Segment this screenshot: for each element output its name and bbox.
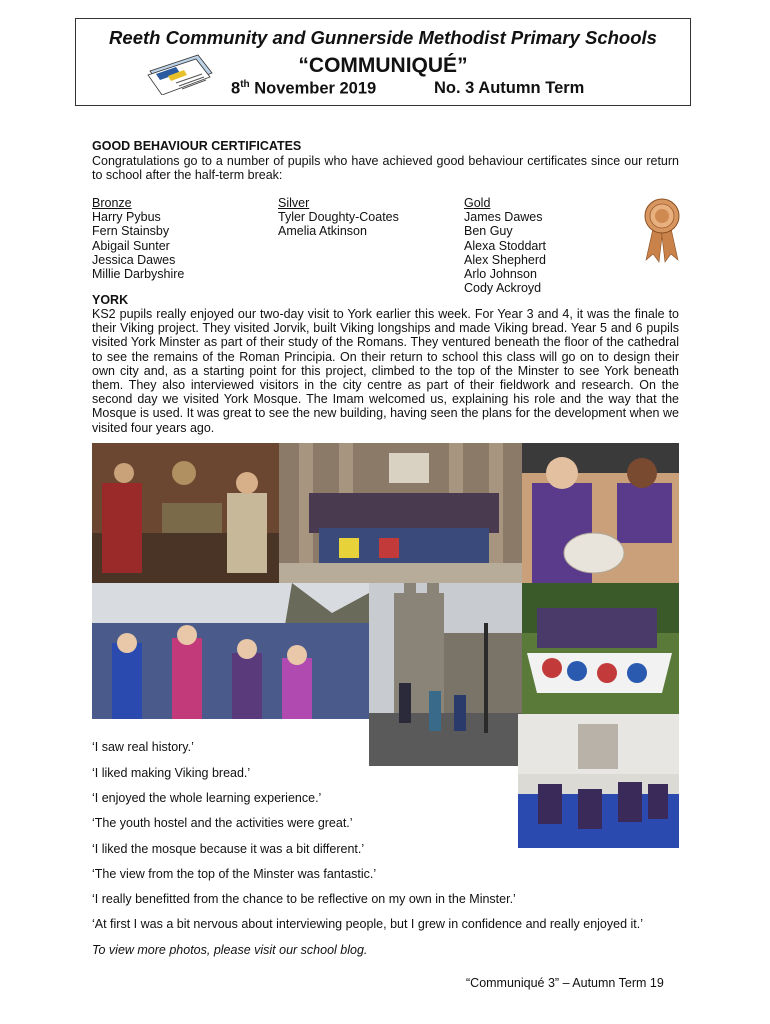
list-item: Amelia Atkinson bbox=[278, 224, 367, 239]
list-item: Alex Shepherd bbox=[464, 252, 547, 267]
newsletter-title: “COMMUNIQUÉ” bbox=[298, 54, 468, 77]
list-item: Ben Guy bbox=[464, 224, 513, 239]
blog-note: To view more photos, please visit our school blog. bbox=[92, 943, 368, 957]
photo-mosque-art bbox=[518, 714, 679, 848]
photo-bread-making-art bbox=[522, 443, 679, 583]
bronze-list bbox=[92, 196, 184, 281]
quote-item: ‘I liked the mosque because it was a bit different.’ bbox=[92, 842, 365, 856]
silver-list bbox=[278, 196, 399, 239]
quote-item: ‘I saw real history.’ bbox=[92, 740, 194, 754]
photo-longship bbox=[522, 583, 679, 714]
quote-item: ‘I really benefitted from the chance to be reflective on my own in the Minster.’ bbox=[92, 892, 516, 906]
list-item: Arlo Johnson bbox=[464, 267, 537, 282]
york-paragraph: KS2 pupils really enjoyed our two-day visit to York earlier this week. For Year 3 and 4, it was the finale to their Viking project. They visited Jorvik, built Viking longships and made Viking bread. Year 5 and 6 pupils visited York Minster as part of their study of the Romans. They ventured beneath the floor of the cathedral to see the remains of the Roman Principia. On their return to school this class will go on to design their own city and, as a starting point for this project, climbed to the top of the Minster to see York beneath them. They also interviewed visitors in the city centre as part of their fieldwork and research. On the second day we visited York Mosque. The Imam welcomed us, explaining his role and the way that the Mosque is used. It was great to see the new building, having seen the plans for the development when we visited four years ago. bbox=[92, 307, 679, 435]
photo-bread-making bbox=[522, 443, 679, 583]
list-item: James Dawes bbox=[464, 210, 543, 225]
photo-minster-exterior bbox=[369, 583, 522, 766]
gold-list bbox=[464, 196, 546, 295]
york-heading: YORK bbox=[92, 293, 129, 307]
page-footer: “Communiqué 3” – Autumn Term 19 bbox=[466, 976, 664, 990]
photo-jorvik-vikings-art bbox=[92, 443, 279, 583]
behaviour-heading: GOOD BEHAVIOUR CERTIFICATES bbox=[92, 139, 302, 153]
quote-item: ‘I liked making Viking bread.’ bbox=[92, 766, 251, 780]
photo-mosque bbox=[518, 714, 679, 848]
list-item: Abigail Sunter bbox=[92, 238, 170, 253]
quote-item: ‘The view from the top of the Minster was fantastic.’ bbox=[92, 867, 377, 881]
photo-minster-group-art bbox=[279, 443, 522, 583]
newsletter-header bbox=[75, 18, 691, 106]
list-item: Millie Darbyshire bbox=[92, 267, 185, 282]
photo-pupils-city-art bbox=[92, 583, 369, 719]
bronze-title: Bronze bbox=[92, 196, 132, 210]
gold-title: Gold bbox=[464, 196, 491, 210]
quote-item: ‘At first I was a bit nervous about interviewing people, but I grew in confidence and really enjoyed it.’ bbox=[92, 917, 644, 931]
list-item: Jessica Dawes bbox=[92, 252, 176, 267]
photo-jorvik-vikings bbox=[92, 443, 279, 583]
photo-minster-exterior-art bbox=[369, 583, 522, 766]
quote-item: ‘I enjoyed the whole learning experience.’ bbox=[92, 791, 322, 805]
list-item: Cody Ackroyd bbox=[464, 281, 542, 296]
rosette-icon bbox=[641, 198, 683, 264]
photo-longship-art bbox=[522, 583, 679, 714]
silver-title: Silver bbox=[278, 196, 310, 210]
quote-item: ‘The youth hostel and the activities were great.’ bbox=[92, 816, 353, 830]
behaviour-intro: Congratulations go to a number of pupils who have achieved good behaviour certificates since our return to school after the half-term break: bbox=[92, 154, 679, 183]
list-item: Alexa Stoddart bbox=[464, 238, 546, 253]
photo-minster-group bbox=[279, 443, 522, 583]
list-item: Tyler Doughty-Coates bbox=[278, 210, 399, 225]
photo-pupils-city bbox=[92, 583, 369, 719]
list-item: Fern Stainsby bbox=[92, 224, 170, 239]
issue-number: No. 3 Autumn Term bbox=[434, 79, 585, 97]
school-name: Reeth Community and Gunnerside Methodist Primary Schools bbox=[109, 27, 657, 48]
list-item: Harry Pybus bbox=[92, 210, 161, 225]
issue-date: 8th November 2019 bbox=[231, 79, 377, 98]
